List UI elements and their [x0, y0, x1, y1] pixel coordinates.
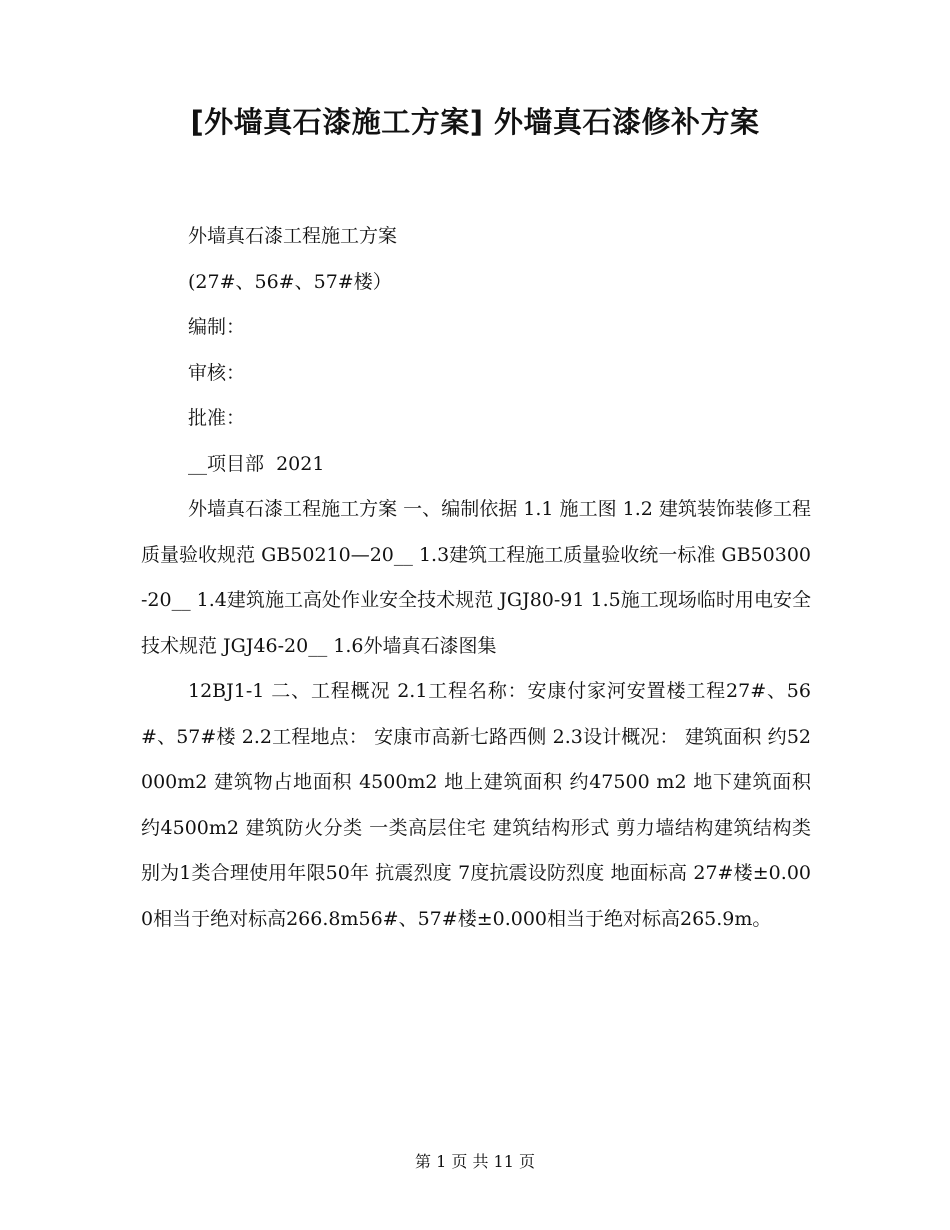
page-title: [外墙真石漆施工方案] 外墙真石漆修补方案: [190, 105, 760, 139]
cover-approved-by: 批准：: [188, 407, 246, 429]
paragraph-project-overview: 12BJ1-1 二、工程概况 2.1工程名称：安康付家河安置楼工程27#、56#、57#楼 2.2工程地点： 安康市高新七路西侧 2.3设计概况： 建筑面积 约52000m2 建筑物占地面积 4500m2 地上建筑面积 约47500 m2 地下建筑面积 约4500m2 建筑防火分类 一类高层住宅 建筑结构形式 剪力墙结构建筑结构类别为1类合理使用年限50年 抗震烈度 7度抗震设防烈度 地面标高 27#楼±0.000相当于绝对标高266.8m56#、57#楼±0.000相当于绝对标高265.9m。: [141, 680, 811, 930]
paragraph-compile-basis: 外墙真石漆工程施工方案 一、编制依据 1.1 施工图 1.2 建筑装饰装修工程质量验收规范 GB50210—20__ 1.3建筑工程施工质量验收统一标准 GB50300-20__ 1.4建筑施工高处作业安全技术规范 JGJ80-91 1.5施工现场临时用电安全技术规范 JGJ46-20__ 1.6外墙真石漆图集: [141, 498, 811, 657]
page-footer: 第 1 页 共 11 页: [415, 1152, 535, 1171]
cover-compiled-by: 编制：: [188, 316, 246, 338]
document-body: [141, 214, 811, 942]
cover-project-dept: __项目部 2021: [188, 452, 325, 475]
cover-reviewed-by: 审核：: [188, 361, 246, 384]
cover-title: 外墙真石漆工程施工方案: [188, 225, 398, 247]
cover-buildings: (27#、56#、57#楼）: [188, 270, 392, 293]
